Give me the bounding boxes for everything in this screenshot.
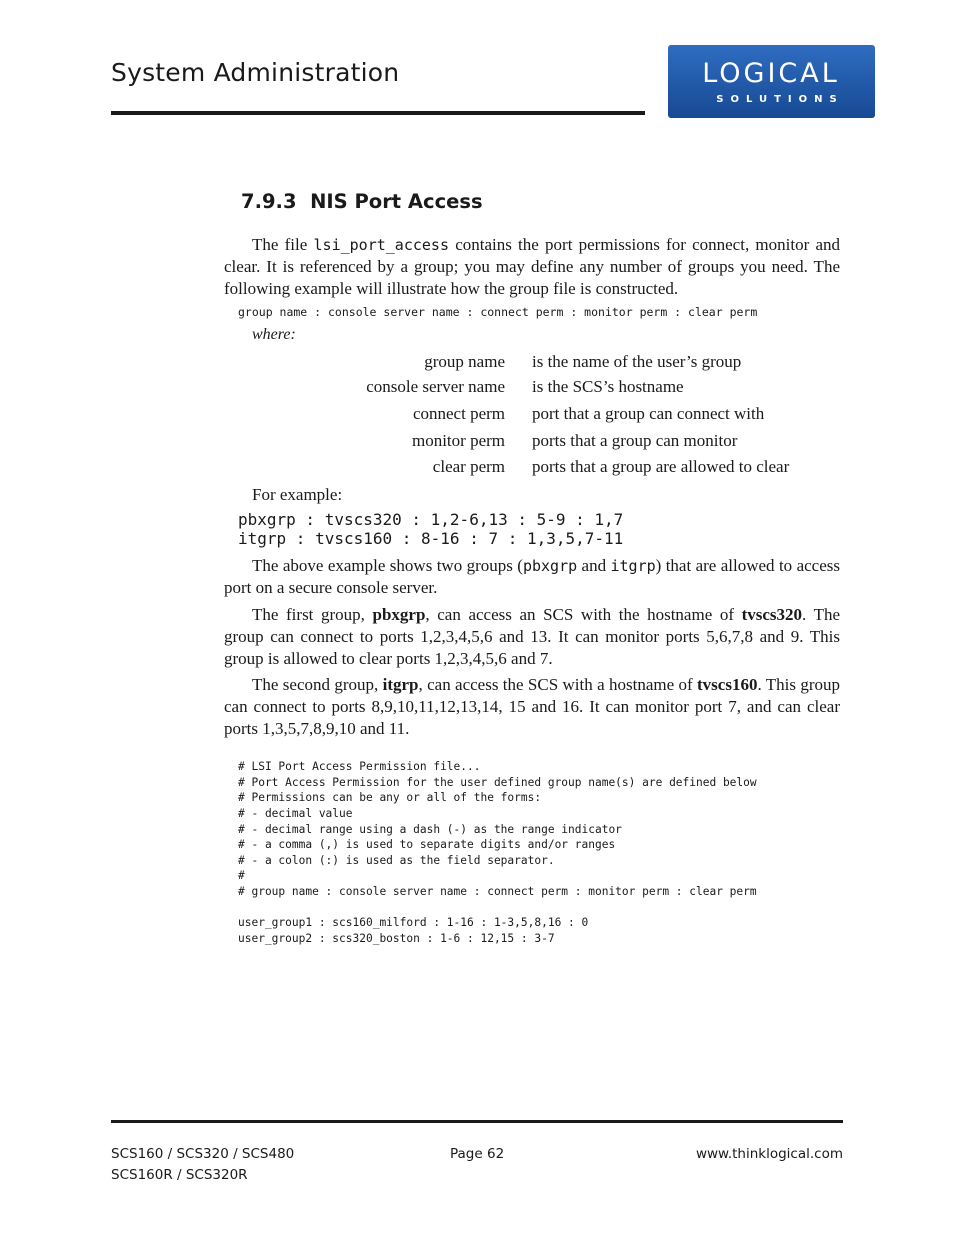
second-text-3: . This group can connect to ports 8,9,10,11,12,13,14, 15 and 16. It can monitor port 7, and can clear ports 1,3,5,7,8,9,10 and 11. bbox=[224, 675, 840, 738]
definition-term: monitor perm bbox=[411, 431, 505, 450]
definition-desc: ports that a group are allowed to clear bbox=[532, 457, 790, 476]
intro-paragraph bbox=[224, 234, 840, 300]
example-line: itgrp : tvscs160 : 8-16 : 7 : 1,3,5,7-11 bbox=[238, 529, 624, 548]
group-code-itgrp: itgrp bbox=[610, 557, 656, 575]
code-line: # - decimal value bbox=[238, 807, 353, 820]
definition-desc: port that a group can connect with bbox=[532, 404, 765, 423]
second-group-paragraph bbox=[224, 674, 840, 740]
footer-page-number: Page 62 bbox=[450, 1146, 505, 1162]
code-line: # Port Access Permission for the user defined group name(s) are defined below bbox=[238, 776, 757, 789]
intro-text-1: The file bbox=[252, 235, 314, 254]
section-title: 7.9.3 NIS Port Access bbox=[241, 190, 483, 213]
header-rule bbox=[111, 111, 645, 115]
example-line: pbxgrp : tvscs320 : 1,2-6,13 : 5-9 : 1,7 bbox=[238, 510, 624, 529]
code-line: # LSI Port Access Permission file... bbox=[238, 760, 481, 773]
definition-term: group name bbox=[424, 352, 505, 371]
first-group-name: pbxgrp bbox=[372, 605, 426, 624]
logo-tagline: SOLUTIONS bbox=[716, 94, 844, 105]
groups-text-3: ) that are allowed to access port on a secure console server. bbox=[224, 556, 840, 597]
page-header-title: System Administration bbox=[111, 58, 400, 87]
definition-desc: is the name of the user’s group bbox=[532, 352, 742, 371]
code-line: user_group1 : scs160_milford : 1-16 : 1-3,5,8,16 : 0 bbox=[238, 916, 589, 929]
first-group-paragraph bbox=[224, 604, 840, 670]
definition-desc: is the SCS’s hostname bbox=[532, 377, 684, 396]
code-line: # bbox=[238, 869, 245, 882]
definition-desc: ports that a group can monitor bbox=[532, 431, 738, 450]
first-text-1: The first group, bbox=[252, 605, 373, 624]
definition-term: clear perm bbox=[432, 457, 505, 476]
logo-graphic bbox=[668, 45, 875, 118]
footer-models bbox=[111, 1144, 294, 1186]
first-text-3: . The group can connect to ports 1,2,3,4,5,6 and 13. It can monitor ports 5,6,7,8 and 9. This group is allowed to clear ports 1,2,3,4,5,6 and 7. bbox=[224, 605, 840, 668]
first-hostname: tvscs320 bbox=[741, 605, 803, 624]
footer-website-link[interactable]: www.thinklogical.com bbox=[695, 1146, 843, 1162]
intro-text-2: contains the port permissions for connect, monitor and clear. It is referenced by a group; you may define any number of groups you need. The following example will illustrate how the group file is constructed. bbox=[224, 235, 840, 298]
groups-text-1: The above example shows two groups ( bbox=[252, 556, 523, 575]
logical-solutions-logo bbox=[668, 45, 875, 118]
second-hostname: tvscs160 bbox=[697, 675, 758, 694]
code-line: # - a colon (:) is used as the field separator. bbox=[238, 854, 555, 867]
group-code-pbxgrp: pbxgrp bbox=[522, 557, 578, 575]
definition-term: console server name bbox=[366, 377, 505, 396]
logo-wordmark: LOGICAL bbox=[702, 58, 840, 89]
intro-filename-code: lsi_port_access bbox=[313, 236, 449, 254]
second-group-name: itgrp bbox=[382, 675, 419, 694]
code-line: user_group2 : scs320_boston : 1-6 : 12,15 : 3-7 bbox=[238, 932, 555, 945]
where-label: where: bbox=[252, 326, 296, 343]
example-label: For example: bbox=[252, 485, 343, 504]
second-text-2: , can access the SCS with a hostname of bbox=[418, 675, 698, 694]
code-line: # group name : console server name : connect perm : monitor perm : clear perm bbox=[238, 885, 757, 898]
code-line: # - decimal range using a dash (-) as the range indicator bbox=[238, 823, 622, 836]
footer-models-line1: SCS160 / SCS320 / SCS480 bbox=[111, 1146, 295, 1162]
first-text-2: , can access an SCS with the hostname of bbox=[425, 605, 742, 624]
code-line: # - a comma (,) is used to separate digits and/or ranges bbox=[238, 838, 616, 851]
syntax-line: group name : console server name : connect perm : monitor perm : clear perm bbox=[238, 305, 758, 319]
second-text-1: The second group, bbox=[252, 675, 383, 694]
groups-text-2: and bbox=[577, 556, 611, 575]
code-line: # Permissions can be any or all of the forms: bbox=[238, 791, 542, 804]
groups-paragraph bbox=[224, 555, 840, 599]
footer-rule bbox=[111, 1120, 843, 1123]
definition-term: connect perm bbox=[412, 404, 505, 423]
footer-models-line2: SCS160R / SCS320R bbox=[111, 1167, 248, 1183]
